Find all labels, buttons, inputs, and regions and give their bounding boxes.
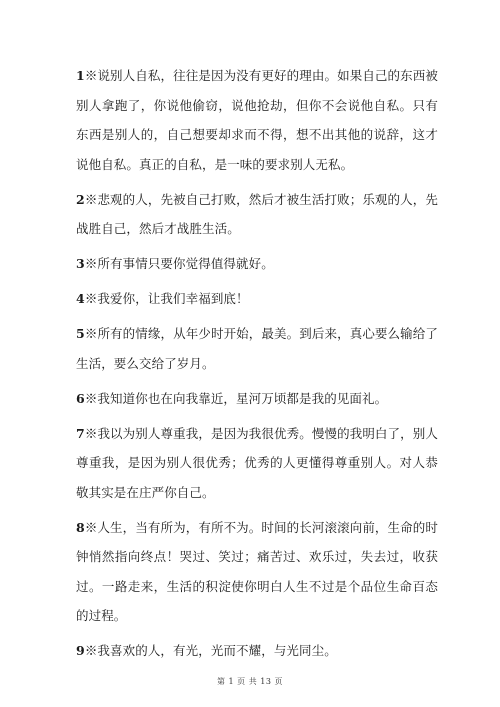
paragraph-text: ※我知道你也在向我靠近，星河万顷都是我的见面礼。 — [84, 390, 388, 406]
paragraph-number: 8 — [76, 519, 85, 535]
paragraph-text: ※说别人自私，往往是因为没有更好的理由。如果自己的东西被别人拿跑了，你说他偷窃，说他抢劫，但你不会说他自私。只有东西是别人的，自己想要却求而不得，想不出其他的说辞，这才说他自私。真正的自私，是一味的要求别人无私。 — [76, 68, 438, 172]
paragraph-number: 1 — [76, 68, 85, 83]
paragraph-number: 5 — [76, 326, 85, 341]
paragraph-text: ※悲观的人，先被自己打败，然后才被生活打败；乐观的人，先战胜自己，然后才战胜生活。 — [76, 191, 438, 236]
paragraph-4 — [76, 284, 438, 314]
document-body — [76, 61, 438, 671]
paragraph-3 — [76, 249, 438, 279]
paragraph-6 — [76, 384, 438, 414]
paragraph-2 — [76, 185, 438, 244]
paragraph-number: 4 — [76, 291, 85, 306]
paragraph-7 — [76, 419, 438, 508]
paragraph-text: ※我以为别人尊重我，是因为我很优秀。慢慢的我明白了，别人尊重我，是因为别人很优秀；优秀的人更懂得尊重别人。对人恭敬其实是在庄严你自己。 — [76, 425, 438, 500]
paragraph-text: ※所有的情缘，从年少时开始，最美。到后来，真心要么输给了生活，要么交给了岁月。 — [76, 326, 438, 371]
paragraph-number: 7 — [76, 425, 85, 441]
paragraph-5 — [76, 319, 438, 378]
paragraph-number: 6 — [76, 390, 85, 406]
paragraph-text: ※人生，当有所为，有所不为。时间的长河滚滚向前，生命的时钟悄然指向终点！哭过、笑过；痛苦过、欢乐过，失去过，收获过。一路走来，生活的积淀使你明白人生不过是个品位生命百态的过程。 — [76, 519, 438, 623]
paragraph-text: ※我爱你，让我们幸福到底！ — [84, 291, 249, 306]
paragraph-number: 2 — [76, 191, 85, 207]
page-footer: 第 1 页 共 13 页 — [217, 677, 283, 686]
paragraph-9 — [76, 636, 438, 666]
paragraph-number: 3 — [76, 256, 85, 271]
paragraph-8 — [76, 513, 438, 631]
paragraph-text: ※我喜欢的人，有光，光而不耀，与光同尘。 — [84, 643, 337, 658]
paragraph-text: ※所有事情只要你觉得值得就好。 — [84, 256, 274, 271]
paragraph-number: 9 — [76, 643, 85, 658]
paragraph-1 — [76, 61, 438, 179]
